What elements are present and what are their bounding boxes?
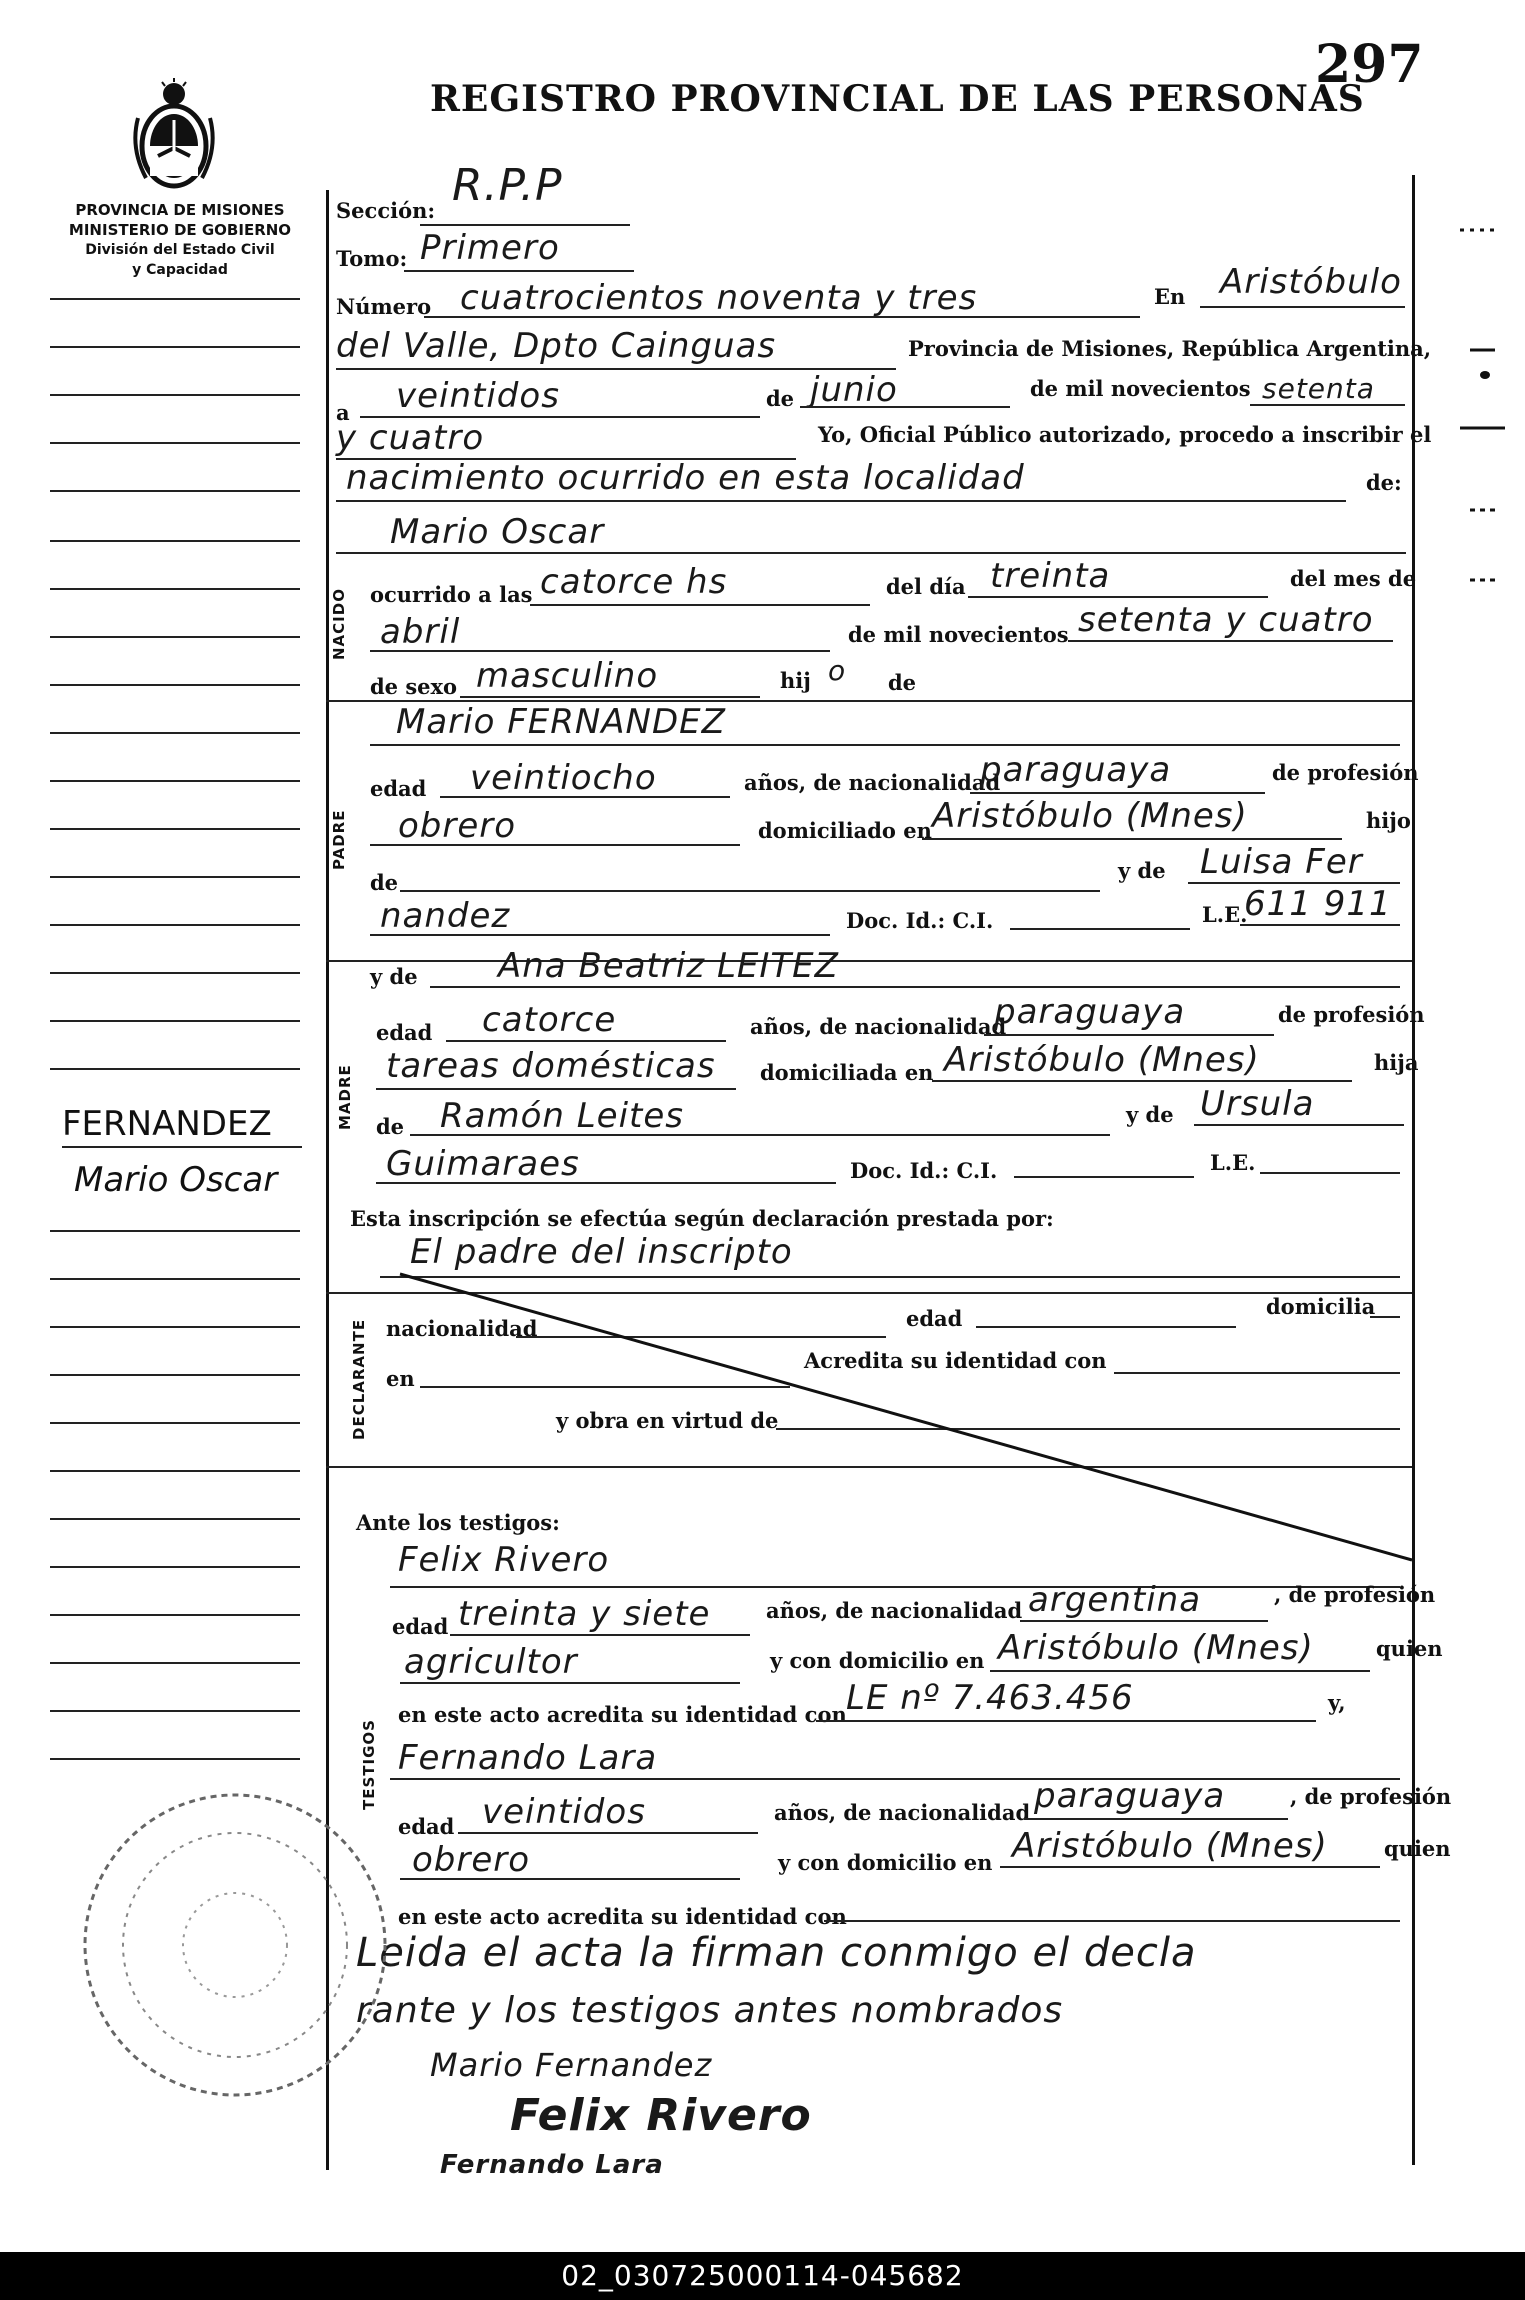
- coat-of-arms-icon: [128, 78, 220, 196]
- year-value-2: y cuatro: [336, 418, 485, 458]
- madre-nac-label: años, de nacionalidad: [750, 1014, 1007, 1039]
- seccion-label: Sección:: [336, 198, 436, 223]
- agency-line: MINISTERIO DE GOBIERNO: [68, 221, 292, 239]
- madre-parent1: Ramón Leites: [440, 1096, 685, 1136]
- agency-line: División del Estado Civil: [85, 242, 275, 258]
- year-value: setenta: [1262, 372, 1375, 405]
- child-name: Mario Oscar: [390, 512, 605, 552]
- padre-de-label: de: [370, 870, 399, 895]
- closing-line-2: rante y los testigos antes nombrados: [356, 1990, 1064, 2031]
- madre-hija-label: hija: [1374, 1050, 1419, 1075]
- declarante-intro: Esta inscripción se efectúa según declaración prestada por:: [350, 1206, 1054, 1231]
- madre-name: Ana Beatriz LEITEZ: [498, 946, 839, 986]
- declarante-acredita-label: Acredita su identidad con: [804, 1348, 1107, 1373]
- w1-dom-value: Aristóbulo (Mnes): [998, 1628, 1314, 1668]
- document-id-footer: 02_030725000114-045682: [0, 2252, 1525, 2300]
- nacido-year-value: setenta y cuatro: [1078, 600, 1374, 640]
- madre-dom-label: domiciliada en: [760, 1060, 934, 1085]
- section-declarante: DECLARANTE: [350, 1318, 368, 1440]
- madre-prof-value: tareas domésticas: [386, 1046, 716, 1086]
- agency-line: PROVINCIA DE MISIONES: [75, 201, 285, 219]
- w1-y-label: y,: [1328, 1690, 1346, 1715]
- w2-nac-label: años, de nacionalidad: [774, 1800, 1031, 1825]
- padre-edad-value: veintiocho: [470, 758, 657, 798]
- madre-dom-value: Aristóbulo (Mnes): [944, 1040, 1260, 1080]
- w2-prof-label: , de profesión: [1290, 1784, 1452, 1809]
- seccion-value: R.P.P: [452, 160, 563, 211]
- w1-prof-value: agricultor: [404, 1642, 578, 1682]
- section-testigos: TESTIGOS: [360, 1719, 378, 1810]
- madre-edad-value: catorce: [482, 1000, 617, 1040]
- declarante-dom-label: domicilia: [1266, 1294, 1376, 1319]
- closing-line-1: Leida el acta la firman conmigo el decla: [356, 1930, 1197, 1976]
- testigos-intro: Ante los testigos:: [356, 1510, 560, 1535]
- agency-line: y Capacidad: [132, 262, 228, 278]
- padre-le-value: 611 911: [1244, 884, 1392, 924]
- declarante-obra-label: y obra en virtud de: [556, 1408, 779, 1433]
- numero-value: cuatrocientos noventa y tres: [460, 278, 978, 318]
- madre-y-de-label: y de: [370, 964, 418, 989]
- ocurrido-label: ocurrido a las: [370, 582, 533, 607]
- sexo-label: de sexo: [370, 674, 458, 699]
- w1-acredita-label: en este acto acredita su identidad con: [398, 1702, 847, 1727]
- w1-dom-label: y con domicilio en: [770, 1648, 985, 1673]
- year-label: de mil novecientos: [1030, 376, 1251, 401]
- w1-quien-label: quien: [1376, 1636, 1443, 1661]
- w2-nac-value: paraguaya: [1034, 1776, 1226, 1816]
- madre-prof-label: de profesión: [1278, 1002, 1425, 1027]
- padre-prof-label: de profesión: [1272, 760, 1419, 785]
- madre-le-label: L.E.: [1210, 1150, 1256, 1175]
- declarante-value: El padre del inscripto: [410, 1232, 793, 1272]
- w1-edad-value: treinta y siete: [458, 1594, 711, 1634]
- madre-edad-label: edad: [376, 1020, 433, 1045]
- padre-nac-value: paraguaya: [980, 750, 1172, 790]
- madre-parent2: Ursula: [1200, 1084, 1315, 1124]
- declarante-edad-label: edad: [906, 1306, 963, 1331]
- padre-prof-value: obrero: [398, 806, 517, 846]
- padre-le-label: L.E.: [1202, 902, 1248, 927]
- place-value: del Valle, Dpto Cainguas: [336, 326, 777, 366]
- declarante-nac-label: nacionalidad: [386, 1316, 538, 1341]
- section-nacido: NACIDO: [330, 588, 348, 660]
- madre-doc-label: Doc. Id.: C.I.: [850, 1158, 998, 1183]
- w1-edad-label: edad: [392, 1614, 449, 1639]
- sidebar-given-names: Mario Oscar: [74, 1160, 278, 1200]
- hora-value: catorce hs: [540, 562, 728, 602]
- padre-hijo-label: hijo: [1366, 808, 1411, 833]
- de-label: de: [766, 386, 795, 411]
- officer-text: Yo, Oficial Público autorizado, procedo a inscribir el: [818, 422, 1432, 447]
- section-madre: MADRE: [336, 1064, 354, 1130]
- hijo-suffix: o: [828, 654, 847, 687]
- padre-edad-label: edad: [370, 776, 427, 801]
- madre-de-label: de: [376, 1114, 405, 1139]
- mes-value: abril: [380, 612, 461, 652]
- padre-dom-label: domiciliado en: [758, 818, 932, 843]
- padre-parent2-cont: nandez: [380, 896, 511, 936]
- sexo-value: masculino: [476, 656, 659, 696]
- padre-dom-value: Aristóbulo (Mnes): [932, 796, 1248, 836]
- w2-prof-value: obrero: [412, 1840, 531, 1880]
- signature-witness-2: Fernando Lara: [440, 2150, 664, 2180]
- dia-label: del día: [886, 574, 966, 599]
- nacido-year-label: de mil novecientos: [848, 622, 1069, 647]
- madre-parent2-cont: Guimaraes: [386, 1144, 580, 1184]
- w2-acredita-label: en este acto acredita su identidad con: [398, 1904, 847, 1929]
- document-title: REGISTRO PROVINCIAL DE LAS PERSONAS: [430, 78, 1365, 120]
- nacido-de-label: de: [888, 670, 917, 695]
- dia-value: treinta: [990, 556, 1111, 596]
- en-label: En: [1154, 284, 1186, 309]
- numero-label: Número: [336, 294, 432, 319]
- en-value: Aristóbulo: [1220, 262, 1402, 302]
- page-number: 297: [1315, 34, 1424, 95]
- declarante-en-label: en: [386, 1366, 415, 1391]
- madre-y-de2-label: y de: [1126, 1102, 1174, 1127]
- padre-doc-label: Doc. Id.: C.I.: [846, 908, 994, 933]
- w1-prof-label: , de profesión: [1274, 1582, 1436, 1607]
- tomo-value: Primero: [420, 228, 560, 268]
- hijo-label: hij: [780, 668, 811, 693]
- official-stamp-icon: [70, 1780, 400, 2110]
- w1-nac-label: años, de nacionalidad: [766, 1598, 1023, 1623]
- w2-name: Fernando Lara: [398, 1738, 658, 1778]
- madre-nac-value: paraguaya: [994, 992, 1186, 1032]
- signature-witness-1: Felix Rivero: [510, 2090, 812, 2141]
- tomo-label: Tomo:: [336, 246, 408, 271]
- form-right-border: [1412, 175, 1415, 2165]
- agency-block: [40, 200, 320, 280]
- day-value: veintidos: [396, 376, 560, 416]
- padre-nac-label: años, de nacionalidad: [744, 770, 1001, 795]
- provincia-text: Provincia de Misiones, República Argentina,: [908, 336, 1432, 361]
- w2-edad-value: veintidos: [482, 1792, 646, 1832]
- event-value: nacimiento ocurrido en esta localidad: [346, 458, 1025, 498]
- w2-dom-label: y con domicilio en: [778, 1850, 993, 1875]
- w1-nac-value: argentina: [1028, 1580, 1202, 1620]
- month-value: junio: [810, 370, 898, 410]
- section-padre: PADRE: [330, 809, 348, 870]
- padre-name: Mario FERNANDEZ: [396, 702, 726, 742]
- w2-quien-label: quien: [1384, 1836, 1451, 1861]
- padre-y-de-label: y de: [1118, 858, 1166, 883]
- padre-parent2: Luisa Fer: [1200, 842, 1363, 882]
- w2-dom-value: Aristóbulo (Mnes): [1012, 1826, 1328, 1866]
- w1-doc-value: LE nº 7.463.456: [846, 1678, 1134, 1718]
- de-colon-label: de:: [1366, 470, 1402, 495]
- margin-marks: [1440, 210, 1520, 630]
- mes-label: del mes de: [1290, 566, 1417, 591]
- w1-name: Felix Rivero: [398, 1540, 610, 1580]
- a-label: a: [336, 400, 350, 425]
- sidebar-surname: FERNANDEZ: [62, 1104, 272, 1144]
- w2-edad-label: edad: [398, 1814, 455, 1839]
- signature-declarant: Mario Fernandez: [430, 2046, 713, 2084]
